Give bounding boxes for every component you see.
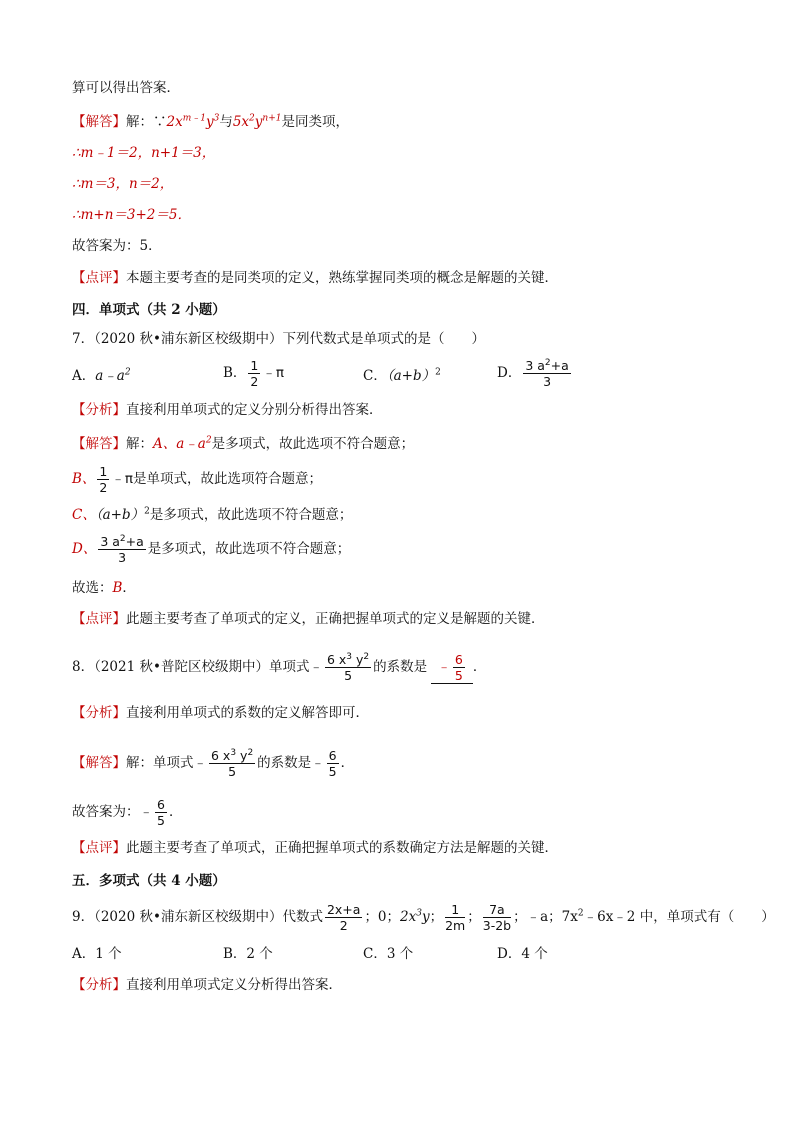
comment-line — [72, 838, 558, 858]
comment-text: 本题主要考查的是同类项的定义，熟练掌握同类项的概念是解题的关键． — [126, 270, 558, 286]
comment-line — [72, 268, 558, 288]
option-d: D．4 个 — [497, 946, 548, 962]
comment-tag: 【点评】 — [72, 270, 126, 286]
solution-prefix: 解：∵ — [126, 114, 167, 130]
analysis-line — [72, 400, 383, 420]
analysis-line — [72, 703, 369, 723]
option-c: C．$(a+b)^2$ — [363, 367, 441, 384]
text: 是同类项， — [281, 114, 349, 130]
question-stem: 9．（2020 秋•浦东新区校级期中）代数式 $\frac{2x+a}{2}$ ；0；$2x^3y$； $\frac{1}{2m}$ ； $\frac{7a}{3-2b}$ ；﹣a；$7x^2﹣6x﹣2$ 中，单项式有（ ） — [72, 902, 775, 933]
comment-line — [72, 609, 545, 629]
section-heading: 四．单项式（共 2 小题） — [72, 302, 226, 318]
math-step: ∴m+n＝3+2＝5． — [72, 207, 191, 223]
option-d: D． $\frac{3 a^2+a}{3}$ — [497, 357, 569, 389]
math-expr: $2x^{m﹣1}y^3$ — [166, 113, 220, 130]
comment-text: 此题主要考查了单项式，正确把握单项式的系数确定方法是解题的关键． — [126, 840, 558, 856]
analysis-tag: 【分析】 — [72, 705, 126, 721]
answer-line: 故答案为：5． — [72, 238, 162, 254]
text: 与 — [219, 114, 233, 130]
math-expr: $5x^2y^{n+1}$ — [232, 113, 282, 130]
analysis-tag: 【分析】 — [72, 977, 126, 993]
analysis-text: 直接利用单项式的系数的定义解答即可． — [126, 705, 369, 721]
analysis-line — [72, 975, 342, 995]
solution-line: C、$(a+b)^2$是多项式，故此选项不符合题意； — [72, 506, 353, 523]
analysis-tag: 【分析】 — [72, 402, 126, 418]
solution-tag: 【解答】 — [72, 114, 126, 130]
analysis-text: 直接利用单项式定义分析得出答案． — [126, 977, 342, 993]
question-stem: 8．（2021 秋•普陀区校级期中）单项式﹣ $\frac{6 x^3 y^2}{5}$ 的系数是 ﹣ $\frac{6}{5}$ ． — [72, 651, 487, 683]
solution-line: 【解答】解：单项式﹣ $\frac{6 x^3 y^2}{5}$ 的系数是﹣ $\frac{6}{5}$ ． — [72, 747, 355, 779]
question-stem: 7．（2020 秋•浦东新区校级期中）下列代数式是单项式的是（ ） — [72, 331, 485, 347]
answer-blank: ﹣ $\frac{6}{5}$ — [431, 652, 472, 684]
solution-line: D、 $\frac{3 a^2+a}{3}$ 是多项式，故此选项不符合题意； — [72, 533, 351, 565]
answer-line: 故答案为：﹣ $\frac{6}{5}$ ． — [72, 797, 183, 828]
solution-line — [72, 112, 349, 132]
option-c: C．3 个 — [363, 946, 414, 962]
solution-line: 【解答】解：A、$a﹣a^2$是多项式，故此选项不符合题意； — [72, 435, 415, 452]
math-step: ∴m﹣1＝2，n+1＝3， — [72, 145, 216, 161]
analysis-text: 直接利用单项式的定义分别分析得出答案． — [126, 402, 383, 418]
comment-text: 此题主要考查了单项式的定义，正确把握单项式的定义是解题的关键． — [126, 611, 545, 627]
choice-line: 故选：B． — [72, 580, 136, 596]
option-b: B． $\frac{1}{2}$ ﹣π — [223, 358, 285, 389]
option-a: A．1 个 — [72, 946, 122, 962]
solution-tag: 【解答】 — [72, 755, 126, 771]
section-heading: 五．多项式（共 4 小题） — [72, 873, 226, 889]
solution-line: B、 $\frac{1}{2}$ ﹣π是单项式，故此选项符合题意； — [72, 464, 323, 495]
math-step: ∴m＝3，n＝2， — [72, 176, 174, 192]
option-b: B．2 个 — [223, 946, 273, 962]
comment-tag: 【点评】 — [72, 611, 126, 627]
comment-tag: 【点评】 — [72, 840, 126, 856]
text-line: 算可以得出答案． — [72, 80, 180, 96]
solution-tag: 【解答】 — [72, 436, 126, 452]
option-a: A．$a﹣a^2$ — [72, 367, 131, 384]
